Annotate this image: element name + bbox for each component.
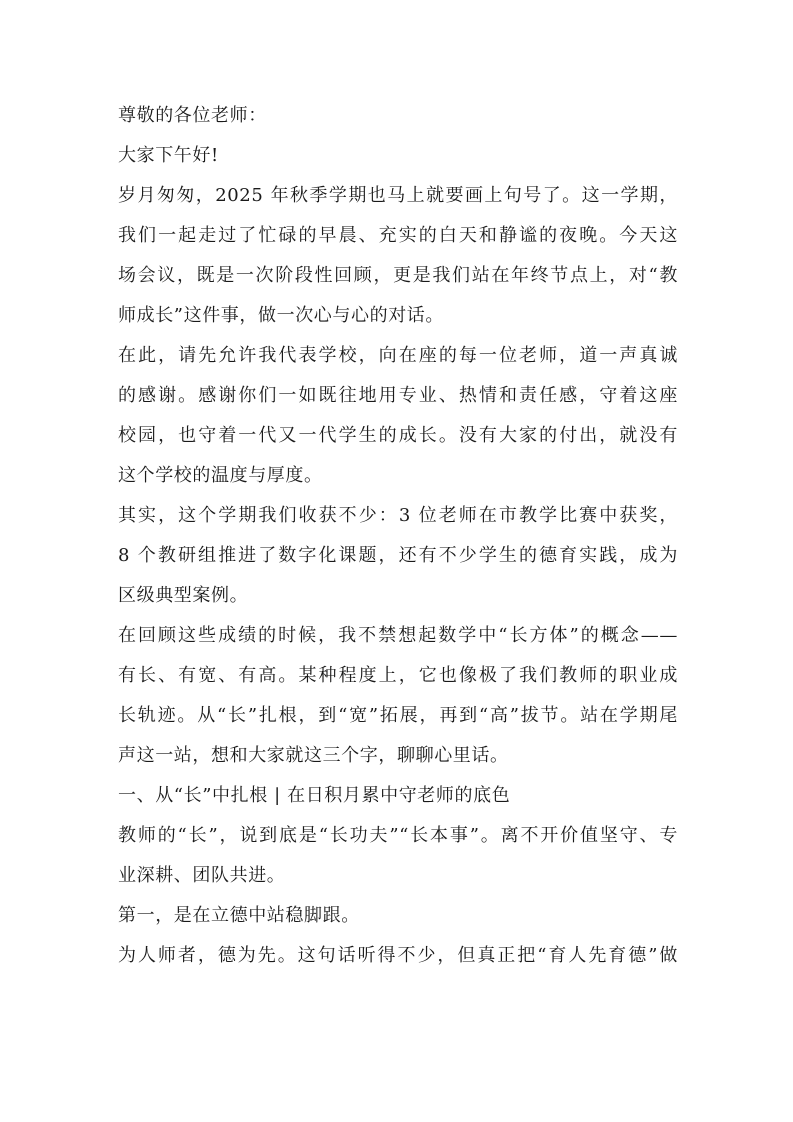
paragraph-line: 在此，请先允许我代表学校，向在座的每一位老师，道一声真诚 (118, 345, 678, 366)
paragraph-line: 为人师者，德为先。这句话听得不少，但真正把“育人先育德”做 (118, 945, 678, 966)
paragraph-line: 岁月匆匆，2025 年秋季学期也马上就要画上句号了。这一学期， (118, 185, 678, 206)
paragraph-line: 声这一站，想和大家就这三个字，聊聊心里话。 (118, 745, 509, 766)
salutation: 尊敬的各位老师： (118, 105, 267, 126)
paragraph-line: 区级典型案例。 (118, 585, 249, 606)
paragraph-line: 业深耕、团队共进。 (118, 865, 286, 886)
paragraph-line: 有长、有宽、有高。某种程度上，它也像极了我们教师的职业成 (118, 665, 678, 686)
paragraph-line: 这个学校的温度与厚度。 (118, 465, 323, 486)
section-heading: 一、从“长”中扎根 | 在日积月累中守老师的底色 (118, 785, 511, 806)
paragraph-line: 8 个教研组推进了数字化课题，还有不少学生的德育实践，成为 (118, 545, 678, 566)
paragraph-line: 教师的“长”，说到底是“长功夫”“长本事”。离不开价值坚守、专 (118, 825, 678, 846)
paragraph-line: 校园，也守着一代又一代学生的成长。没有大家的付出，就没有 (118, 425, 678, 446)
paragraph-line: 场会议，既是一次阶段性回顾，更是我们站在年终节点上，对“教 (118, 265, 678, 286)
paragraph-line: 其实，这个学期我们收获不少：3 位老师在市教学比赛中获奖， (118, 505, 678, 526)
document-body (118, 96, 678, 976)
greeting: 大家下午好! (118, 145, 219, 166)
paragraph-line: 我们一起走过了忙碌的早晨、充实的白天和静谧的夜晚。今天这 (118, 225, 678, 246)
paragraph-line: 在回顾这些成绩的时候，我不禁想起数学中“长方体”的概念—— (118, 625, 678, 646)
paragraph-line: 长轨迹。从“长”扎根，到“宽”拓展，再到“高”拔节。站在学期尾 (118, 705, 678, 726)
paragraph-line: 的感谢。感谢你们一如既往地用专业、热情和责任感，守着这座 (118, 385, 678, 406)
paragraph-line: 师成长”这件事，做一次心与心的对话。 (118, 305, 445, 326)
sub-heading: 第一，是在立德中站稳脚跟。 (118, 905, 360, 926)
